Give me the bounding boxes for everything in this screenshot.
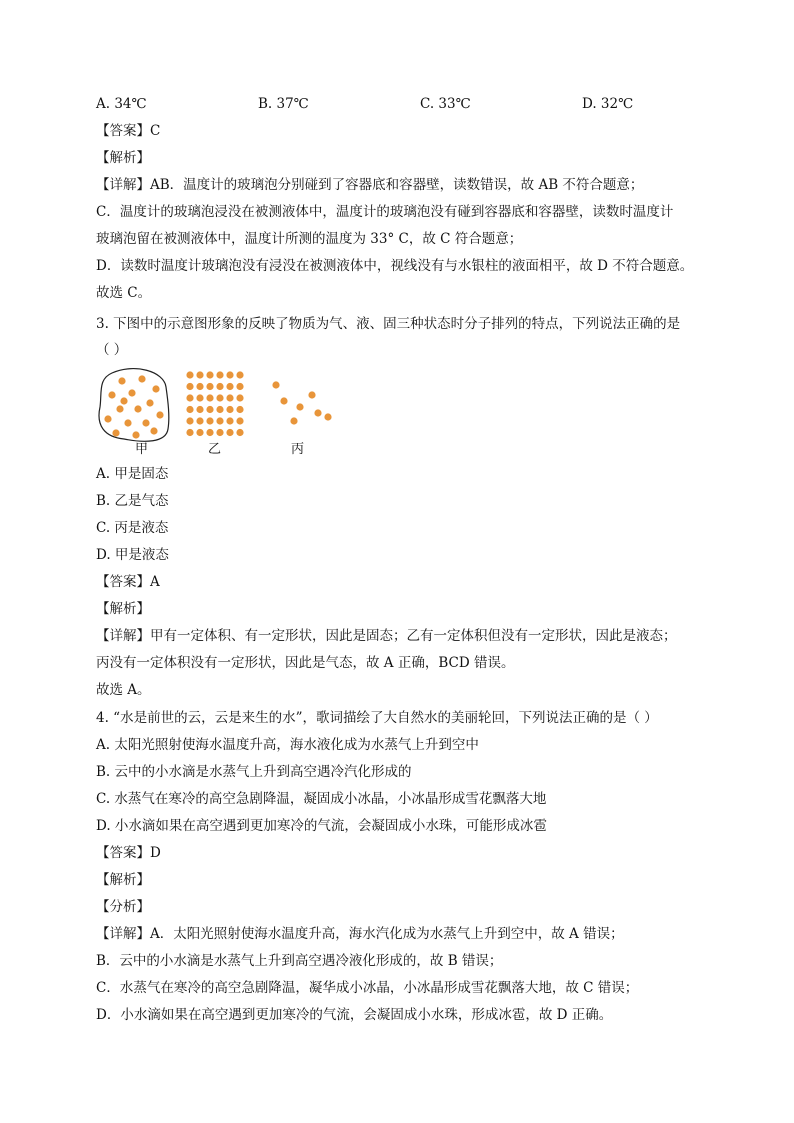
particle-dot — [134, 405, 141, 412]
particle-dot — [124, 419, 131, 426]
particle-dot — [128, 389, 135, 396]
particle-dot — [216, 406, 223, 413]
particle-dot — [142, 419, 149, 426]
q4-detail-line: C．水蒸气在寒冷的高空急剧降温，凝华成小冰晶，小冰晶形成雪花飘落大地，故 C 错误； — [96, 980, 639, 996]
q2-option-c: C. 33℃ — [420, 96, 471, 112]
q3-option-a: A. 甲是固态 — [96, 466, 169, 482]
particle-dot — [186, 417, 193, 424]
q2-detail-line: 【详解】AB．温度计的玻璃泡分别碰到了容器底和容器壁，读数错误，故 AB 不符合题意； — [96, 177, 644, 193]
jia-particles — [104, 375, 163, 438]
q3-answer: 【答案】A — [96, 574, 160, 590]
particle-dot — [236, 417, 243, 424]
particle-dot — [196, 417, 203, 424]
particle-dot — [196, 383, 203, 390]
q3-detail-line: 丙没有一定体积没有一定形状，因此是气态，故 A 正确，BCD 错误。 — [96, 655, 515, 671]
q4-option-d: D. 小水滴如果在高空遇到更加寒冷的气流，会凝固成小水珠，可能形成冰雹 — [96, 818, 547, 834]
q4-detail-line: 【详解】A．太阳光照射使海水温度升高，海水汽化成为水蒸气上升到空中，故 A 错误； — [96, 926, 624, 942]
particle-dot — [116, 405, 123, 412]
particle-dot — [236, 429, 243, 436]
particle-dot — [206, 383, 213, 390]
particle-dot — [216, 394, 223, 401]
q4-stem: 4. “水是前世的云，云是来生的水”，歌词描绘了大自然水的美丽轮回，下列说法正确的是（ ） — [96, 710, 658, 726]
bing-particles — [272, 381, 331, 424]
particle-dot — [226, 417, 233, 424]
particle-dot — [226, 394, 233, 401]
q3-option-d: D. 甲是液态 — [96, 547, 169, 563]
particle-dot — [216, 429, 223, 436]
q2-option-d: D. 32℃ — [582, 96, 634, 112]
particle-dot — [120, 397, 127, 404]
q2-analysis-heading: 【解析】 — [96, 150, 150, 166]
q4-option-a: A. 太阳光照射使海水温度升高，海水液化成为水蒸气上升到空中 — [96, 737, 479, 753]
q4-analysis-heading: 【解析】 — [96, 872, 150, 888]
q2-detail-line: 玻璃泡留在被测液体中，温度计所测的温度为 33° C，故 C 符合题意； — [96, 231, 523, 247]
q3-stem-bracket: （ ） — [96, 342, 128, 358]
particle-dot — [290, 417, 297, 424]
figure-label-bing: 丙 — [291, 442, 305, 457]
q4-answer: 【答案】D — [96, 845, 161, 861]
particle-dot — [196, 371, 203, 378]
particle-dot — [216, 383, 223, 390]
q4-option-c: C. 水蒸气在寒冷的高空急剧降温，凝固成小冰晶，小冰晶形成雪花飘落大地 — [96, 791, 547, 807]
particle-dot — [308, 391, 315, 398]
particle-dot — [186, 429, 193, 436]
particle-dot — [280, 397, 287, 404]
particle-dot — [206, 417, 213, 424]
particle-dot — [206, 429, 213, 436]
q4-fenxi-heading: 【分析】 — [96, 899, 150, 915]
yi-particles — [186, 371, 243, 436]
particle-dot — [216, 417, 223, 424]
particle-dot — [236, 394, 243, 401]
q3-option-c: C. 丙是液态 — [96, 520, 169, 536]
particle-dot — [150, 427, 157, 434]
particle-dot — [236, 383, 243, 390]
particle-states-figure — [94, 365, 354, 455]
figure-label-jia: 甲 — [135, 442, 149, 457]
particle-dot — [118, 377, 125, 384]
particle-dot — [206, 406, 213, 413]
q4-option-b: B. 云中的小水滴是水蒸气上升到高空遇冷汽化形成的 — [96, 764, 412, 780]
q4-detail-line: B．云中的小水滴是水蒸气上升到高空遇冷液化形成的，故 B 错误； — [96, 953, 503, 969]
particle-dot — [146, 399, 153, 406]
particle-dot — [112, 429, 119, 436]
q2-option-a: A. 34℃ — [96, 96, 147, 112]
particle-dot — [314, 409, 321, 416]
container-outline — [99, 369, 169, 442]
q3-detail-line: 【详解】甲有一定体积、有一定形状，因此是固态；乙有一定体积但没有一定形状，因此是液态； — [96, 628, 677, 644]
q2-option-b: B. 37℃ — [258, 96, 309, 112]
particle-dot — [196, 429, 203, 436]
q4-detail-line: D．小水滴如果在高空遇到更加寒冷的气流，会凝固成小水珠，形成冰雹，故 D 正确。 — [96, 1007, 613, 1023]
particle-dot — [226, 429, 233, 436]
particle-dot — [296, 403, 303, 410]
q3-stem: 3. 下图中的示意图形象的反映了物质为气、液、固三种状态时分子排列的特点，下列说法正确的是 — [96, 316, 681, 332]
particle-dot — [216, 371, 223, 378]
q3-option-b: B. 乙是气态 — [96, 493, 169, 509]
particle-dot — [196, 406, 203, 413]
particle-dot — [156, 411, 163, 418]
particle-dot — [236, 371, 243, 378]
particle-dot — [226, 406, 233, 413]
particle-dot — [186, 406, 193, 413]
q3-conclusion: 故选 A。 — [96, 682, 151, 698]
particle-dot — [206, 394, 213, 401]
particle-dot — [138, 375, 145, 382]
particle-dot — [152, 385, 159, 392]
particle-dot — [104, 415, 111, 422]
particle-dot — [272, 381, 279, 388]
particle-dot — [236, 406, 243, 413]
particle-dot — [186, 394, 193, 401]
q2-detail-line: C．温度计的玻璃泡浸没在被测液体中，温度计的玻璃泡没有碰到容器底和容器壁，读数时温度计 — [96, 204, 674, 220]
particle-dot — [226, 383, 233, 390]
particle-dot — [196, 394, 203, 401]
particle-dot — [186, 383, 193, 390]
q2-conclusion: 故选 C。 — [96, 285, 152, 301]
particle-dot — [226, 371, 233, 378]
q2-detail-line: D．读数时温度计玻璃泡没有浸没在被测液体中，视线没有与水银柱的液面相平，故 D 不符合题意。 — [96, 258, 694, 274]
q2-answer: 【答案】C — [96, 123, 161, 139]
particle-dot — [206, 371, 213, 378]
figure-label-yi: 乙 — [208, 442, 222, 457]
particle-dot — [324, 413, 331, 420]
particle-dot — [108, 391, 115, 398]
particle-dot — [186, 371, 193, 378]
q3-analysis-heading: 【解析】 — [96, 601, 150, 617]
